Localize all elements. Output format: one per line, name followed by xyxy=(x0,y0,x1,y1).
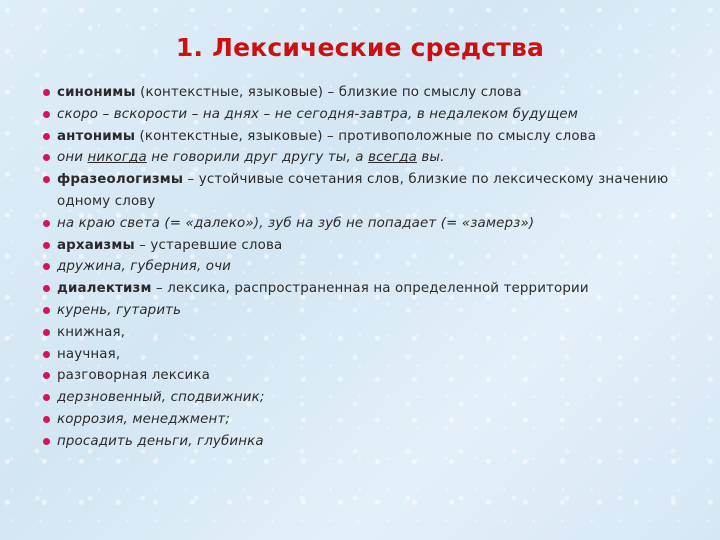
list-item xyxy=(42,126,692,148)
bullet-list xyxy=(42,82,692,453)
example: скоро – вскорости – на днях – не сегодня-завтра, в недалеком будущем xyxy=(57,106,579,122)
slide-title: 1. Лексические средства xyxy=(175,33,545,62)
bullet-dot-icon xyxy=(43,285,50,292)
list-item xyxy=(42,104,692,126)
example: коррозия, менеджмент; xyxy=(57,411,231,427)
bullet-dot-icon xyxy=(43,394,50,401)
bullet-dot-icon xyxy=(43,438,50,445)
bullet-dot-icon xyxy=(43,351,50,358)
term-phraseologisms: фразеологизмы xyxy=(57,172,184,188)
term-dialectism: диалектизм xyxy=(57,281,152,297)
plain-text: разговорная лексика xyxy=(57,368,211,384)
example: просадить деньги, глубинка xyxy=(57,433,264,449)
bullet-dot-icon xyxy=(43,154,50,161)
example-part: они xyxy=(57,150,88,166)
list-item xyxy=(42,256,692,278)
list-item xyxy=(42,409,692,431)
example-underlined: всегда xyxy=(368,150,417,166)
bullet-dot-icon xyxy=(43,263,50,270)
example-part: не говорили друг другу ты, а xyxy=(146,150,369,166)
plain-text: научная, xyxy=(57,346,121,362)
list-item xyxy=(42,213,692,235)
bullet-dot-icon xyxy=(43,89,50,96)
list-item xyxy=(42,300,692,322)
bullet-dot-icon xyxy=(43,176,50,183)
bullet-dot-icon xyxy=(43,416,50,423)
list-item xyxy=(42,322,692,344)
term-synonyms: синонимы xyxy=(57,85,136,100)
list-item xyxy=(42,235,692,257)
bullet-dot-icon xyxy=(43,372,50,379)
bullet-dot-icon xyxy=(43,307,50,314)
list-item xyxy=(42,365,692,387)
list-item xyxy=(42,147,692,169)
bullet-dot-icon xyxy=(43,133,50,140)
example: курень, гутарить xyxy=(57,302,182,318)
list-item xyxy=(42,431,692,453)
term-archaisms: архаизмы xyxy=(57,237,135,253)
definition: (контекстные, языковые) – противоположные по смыслу слова xyxy=(135,128,597,144)
bullet-dot-icon xyxy=(43,329,50,336)
definition: – устойчивые сочетания слов, близкие по лексическому значению одному слову xyxy=(57,172,669,209)
bullet-dot-icon xyxy=(43,242,50,249)
plain-text: книжная, xyxy=(57,324,126,340)
list-item xyxy=(42,82,692,104)
example-underlined: никогда xyxy=(87,150,147,166)
list-item xyxy=(42,344,692,366)
example-part: вы. xyxy=(416,150,445,166)
term-antonyms: антонимы xyxy=(57,128,136,144)
list-item xyxy=(42,169,692,213)
list-item xyxy=(42,387,692,409)
definition: – устаревшие слова xyxy=(134,237,283,253)
example: дерзновенный, сподвижник; xyxy=(57,390,265,406)
example: на краю света (= «далеко»), зуб на зуб не попадает (= «замерз») xyxy=(57,215,535,231)
bullet-dot-icon xyxy=(43,220,50,227)
bullet-dot-icon xyxy=(43,111,50,118)
example: дружина, губерния, очи xyxy=(57,259,232,275)
definition: (контекстные, языковые) – близкие по смыслу слова xyxy=(135,85,522,100)
list-item xyxy=(42,278,692,300)
definition: – лексика, распространенная на определенной территории xyxy=(151,281,589,297)
